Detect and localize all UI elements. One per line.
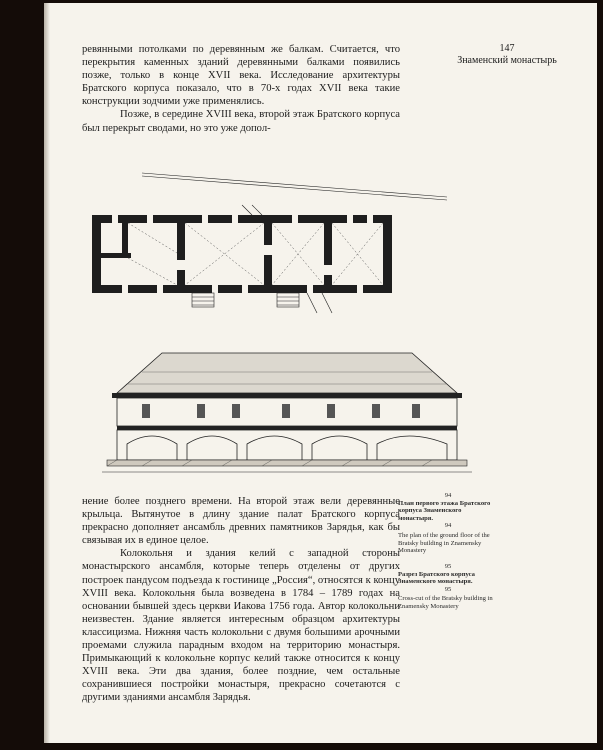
floor-plan-drawing <box>92 165 467 315</box>
book-page <box>44 3 597 743</box>
caption-title-en: Cross-cut of the Bratsky building in Znamensky Monastery <box>398 595 493 610</box>
caption-number-en: 94 <box>444 522 452 530</box>
caption-title-ru: План первого этажа Братского корпуса Знаменского монастыря. <box>398 499 491 522</box>
running-title: Знаменский монастырь <box>457 55 557 66</box>
figure-caption-95 <box>398 563 498 611</box>
cross-section-drawing <box>102 348 472 478</box>
top-text-block <box>82 43 400 135</box>
caption-title-ru: Разрез Братского корпуса Знаменского монастыря. <box>398 570 475 586</box>
paragraph: Позже, в середине XVIII века, второй этаж Братского корпуса был перекрыт сводами, но это уже допол- <box>82 109 400 134</box>
running-header <box>422 43 592 67</box>
bottom-text-block <box>82 495 400 705</box>
paragraph: нение более позднего времени. На второй этаж вели деревянные крыльца. Вытянутое в длину здание палат Братского корпуса прекрасно дополняет ансамбль древних памятников Зарядья, как бы связывая их в единое целое. <box>82 496 400 547</box>
page-number: 147 <box>499 43 515 54</box>
paragraph: Колокольня и здания келий с западной стороны монастырского ансамбля, которые теперь отделены от других построек пандусом подъезда к гостинице „Россия“, относятся к концу XVIII века. Колокольня была возведена в 1784 – 1789 годах на основании бывшей здесь церкви Иакова 1756 года. Автор колокольни неизвестен. Здание является интересным образцом архитектуры классицизма. Нижняя часть колокольни с двумя большими арочными проемами служила парадным входом на территорию монастыря. Примыкающий к колокольне корпус келий также относится к концу XVIII века. Эти два здания, более поздние, чем остальные сохранившиеся постройки монастыря, прекрасно сочетаются с другими зданиями ансамбля Зарядья. <box>82 548 400 704</box>
caption-title-en: The plan of the ground floor of the Bratsky building in Znamensky Monastery <box>398 531 490 555</box>
caption-number-en: 95 <box>444 585 452 593</box>
caption-number: 94 <box>444 492 452 499</box>
page-gutter-shadow <box>44 3 50 743</box>
caption-number: 95 <box>444 563 452 570</box>
figure-caption-94 <box>398 492 498 555</box>
paragraph: ревянными потолками по деревянным же балкам. Считается, что перекрытия каменных зданий деревянными балками появились позже, только в конце XVII века. Исследование архитектуры Братского корпуса показало, что в 70-х годах XVII века такие конструкции зодчими уже применялись. <box>82 44 400 108</box>
